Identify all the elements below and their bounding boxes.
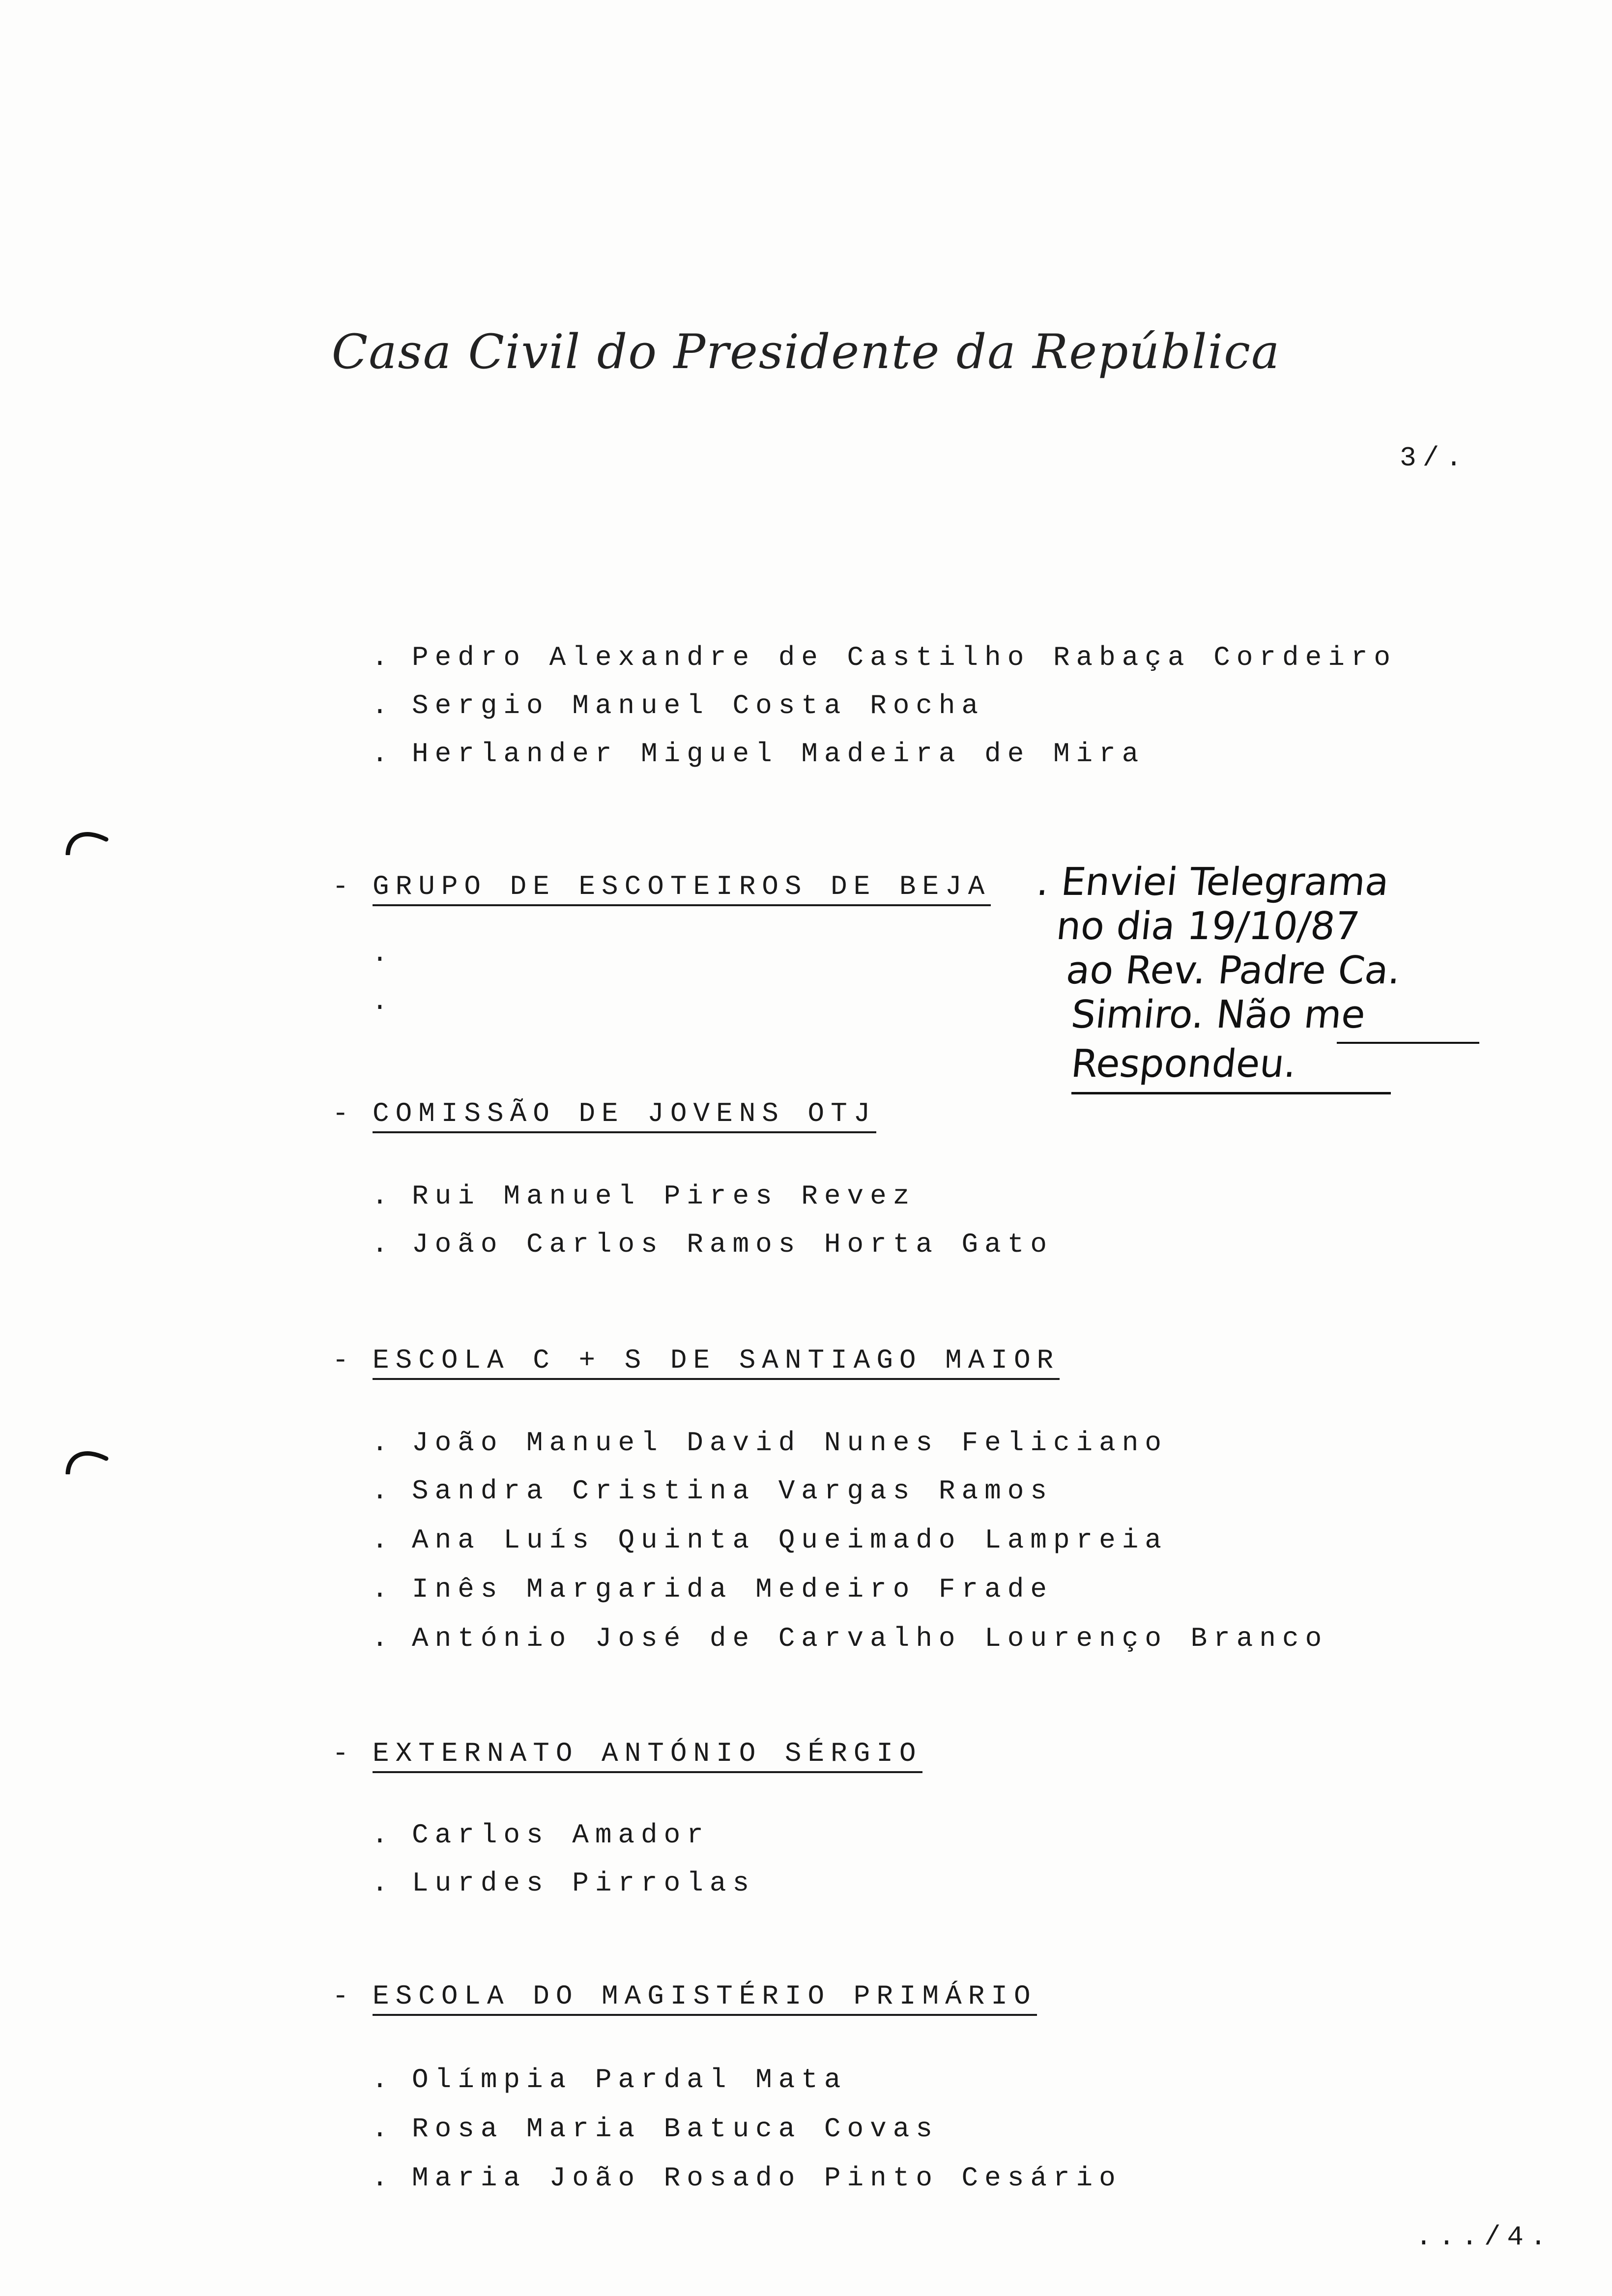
person-name: Rui Manuel Pires Revez bbox=[412, 1180, 916, 1212]
list-item bbox=[372, 690, 984, 721]
page-number: 3/. bbox=[1400, 442, 1468, 474]
bullet: . bbox=[372, 1623, 395, 1654]
person-name: Sandra Cristina Vargas Ramos bbox=[412, 1475, 1053, 1507]
list-item bbox=[372, 642, 1397, 673]
handwritten-underline bbox=[1337, 1042, 1479, 1044]
punch-hole-mark bbox=[65, 1445, 109, 1474]
bullet: . bbox=[372, 1574, 395, 1605]
section-title: ESCOLA DO MAGISTÉRIO PRIMÁRIO bbox=[373, 1980, 1037, 2016]
handwritten-line: . Enviei Telegrama bbox=[1035, 860, 1391, 904]
heading-dash: - bbox=[332, 1738, 355, 1769]
section-heading bbox=[332, 1098, 876, 1129]
bullet: . bbox=[372, 2064, 395, 2095]
bullet: . bbox=[372, 2113, 395, 2145]
person-name: Carlos Amador bbox=[412, 1819, 710, 1851]
person-name: Herlander Miguel Madeira de Mira bbox=[412, 738, 1145, 770]
section-heading bbox=[332, 1738, 922, 1769]
person-name: Rosa Maria Batuca Covas bbox=[412, 2113, 939, 2145]
person-name: Ana Luís Quinta Queimado Lampreia bbox=[412, 1524, 1168, 1556]
handwritten-underline bbox=[1071, 1092, 1391, 1094]
bullet: . bbox=[372, 1229, 395, 1260]
handwritten-line: ao Rev. Padre Ca. bbox=[1064, 948, 1403, 993]
handwritten-line: Simiro. Não me bbox=[1069, 993, 1368, 1037]
bullet: . bbox=[372, 1427, 395, 1459]
bullet: . bbox=[372, 738, 395, 770]
list-item bbox=[372, 1574, 1053, 1605]
list-item bbox=[372, 738, 1145, 770]
bullet: . bbox=[372, 938, 395, 969]
handwritten-line: no dia 19/10/87 bbox=[1054, 904, 1362, 948]
list-item bbox=[372, 2113, 939, 2145]
bullet: . bbox=[372, 690, 395, 721]
bullet: . bbox=[372, 1819, 395, 1851]
person-name: Lurdes Pirrolas bbox=[412, 1867, 756, 1899]
section-heading bbox=[332, 871, 991, 902]
list-item bbox=[372, 938, 412, 969]
list-item bbox=[372, 1427, 1168, 1459]
person-name: Inês Margarida Medeiro Frade bbox=[412, 1574, 1053, 1605]
person-name: Maria João Rosado Pinto Cesário bbox=[412, 2162, 1122, 2194]
section-title: EXTERNATO ANTÓNIO SÉRGIO bbox=[373, 1738, 922, 1773]
person-name: João Carlos Ramos Horta Gato bbox=[412, 1229, 1053, 1260]
section-heading bbox=[332, 1980, 1037, 2012]
list-item bbox=[372, 1180, 916, 1212]
person-name: Olímpia Pardal Mata bbox=[412, 2064, 847, 2095]
page-continuation: .../4. bbox=[1415, 2221, 1553, 2253]
bullet: . bbox=[372, 1867, 395, 1899]
list-item bbox=[372, 1819, 710, 1851]
bullet: . bbox=[372, 1180, 395, 1212]
list-item bbox=[372, 1867, 755, 1899]
heading-dash: - bbox=[332, 1980, 355, 2012]
person-name: Sergio Manuel Costa Rocha bbox=[412, 690, 985, 721]
section-title: GRUPO DE ESCOTEIROS DE BEJA bbox=[373, 871, 991, 906]
section-title: COMISSÃO DE JOVENS OTJ bbox=[373, 1098, 876, 1133]
heading-dash: - bbox=[332, 1345, 355, 1376]
person-name: João Manuel David Nunes Feliciano bbox=[412, 1427, 1168, 1459]
punch-hole-mark bbox=[65, 826, 109, 855]
bullet: . bbox=[372, 1475, 395, 1507]
section-title: ESCOLA C + S DE SANTIAGO MAIOR bbox=[373, 1345, 1060, 1380]
list-item bbox=[372, 2162, 1122, 2194]
list-item bbox=[372, 1475, 1053, 1507]
heading-dash: - bbox=[332, 1098, 355, 1129]
list-item bbox=[372, 2064, 847, 2095]
person-name: Pedro Alexandre de Castilho Rabaça Cordeiro bbox=[412, 642, 1397, 673]
person-name: António José de Carvalho Lourenço Branco bbox=[412, 1623, 1328, 1654]
list-item bbox=[372, 986, 412, 1017]
bullet: . bbox=[372, 2162, 395, 2194]
bullet: . bbox=[372, 1524, 395, 1556]
bullet: . bbox=[372, 986, 395, 1017]
letterhead: Casa Civil do Presidente da República bbox=[331, 324, 1281, 379]
handwritten-line: Respondeu. bbox=[1069, 1042, 1299, 1086]
bullet: . bbox=[372, 642, 395, 673]
heading-dash: - bbox=[332, 871, 355, 902]
list-item bbox=[372, 1623, 1328, 1654]
list-item bbox=[372, 1524, 1168, 1556]
list-item bbox=[372, 1229, 1053, 1260]
section-heading bbox=[332, 1345, 1060, 1376]
